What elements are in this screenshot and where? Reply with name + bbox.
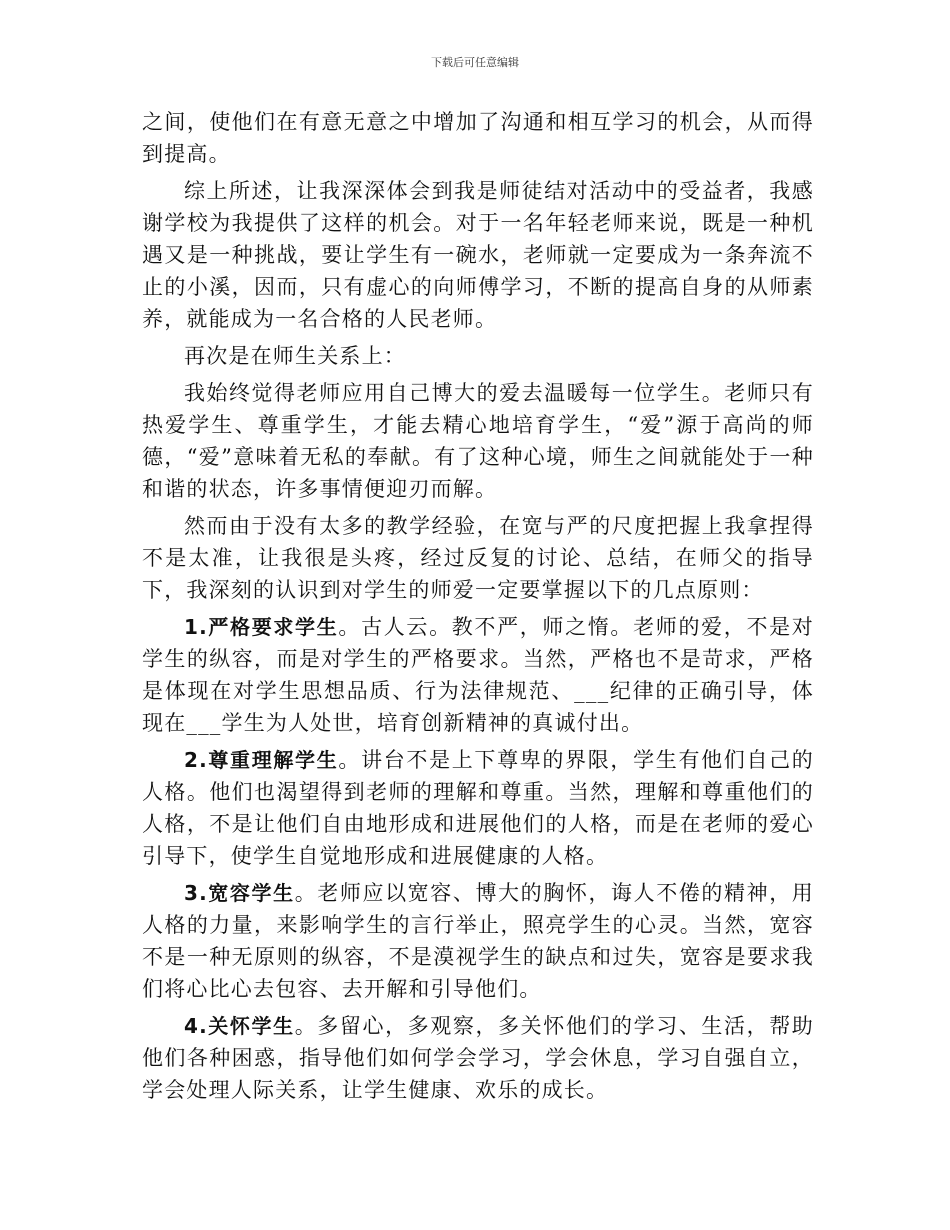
page-header: 下载后可任意编辑 (431, 56, 519, 69)
principle-text: 。多留心，多观察，多关怀他们的学习、生活，帮助他们各种困惑，指导他们如何学会学习，学会休息，学习自强自立，学会处理人际关系，让学生健康、欢乐的成长。 (142, 1014, 814, 1102)
paragraph: 然而由于没有太多的教学经验，在宽与严的尺度把握上我拿捏得不是太准，让我很是头疼，经过反复的讨论、总结，在师父的指导下，我深刻的认识到对学生的师爱一定要掌握以下的几点原则： (142, 514, 814, 602)
principle-heading: 3.宽容学生 (184, 881, 295, 905)
paragraph: 综上所述，让我深深体会到我是师徒结对活动中的受益者，我感谢学校为我提供了这样的机会。对于一名年轻老师来说，既是一种机遇又是一种挑战，要让学生有一碗水，老师就一定要成为一条奔流不止的小溪，因而，只有虚心的向师傅学习，不断的提高自身的从师素养，就能成为一名合格的人民老师。 (142, 179, 814, 331)
principle-text: 。古人云。教不严，师之惰。老师的爱，不是对学生的纵容，而是对学生的严格要求。当然，严格也不是苛求，严格是体现在对学生思想品质、行为法律规范、___纪律的正确引导，体现在___学生为人处世，培育创新精神的真诚付出。 (142, 615, 814, 735)
principle-heading: 4.关怀学生 (184, 1014, 295, 1038)
principle-item (142, 611, 814, 739)
principle-text: 。讲台不是上下尊卑的界限，学生有他们自己的人格。他们也渴望得到老师的理解和尊重。当然，理解和尊重他们的人格，不是让他们自由地形成和进展他们的人格，而是在老师的爱心引导下，使学生自觉地形成和进展健康的人格。 (142, 748, 814, 868)
paragraph: 我始终觉得老师应用自己博大的爱去温暖每一位学生。老师只有热爱学生、尊重学生，才能去精心地培育学生，“爱”源于高尚的师德，“爱”意味着无私的奉献。有了这种心境，师生之间就能处于一种和谐的状态，许多事情便迎刃而解。 (142, 381, 814, 501)
principle-item (142, 744, 814, 872)
document-body (142, 106, 814, 1111)
principle-heading: 2.尊重理解学生 (184, 748, 339, 772)
paragraph: 之间，使他们在有意无意之中增加了沟通和相互学习的机会，从而得到提高。 (142, 110, 814, 166)
principle-item (142, 877, 814, 1005)
principle-heading: 1.严格要求学生 (184, 615, 339, 639)
principle-text: 。老师应以宽容、博大的胸怀，诲人不倦的精神，用人格的力量，来影响学生的言行举止，照亮学生的心灵。当然，宽容不是一种无原则的纵容，不是漠视学生的缺点和过失，宽容是要求我们将心比心去包容、去开解和引导他们。 (142, 881, 814, 1001)
principle-item (142, 1010, 814, 1106)
paragraph: 再次是在师生关系上： (184, 344, 406, 368)
